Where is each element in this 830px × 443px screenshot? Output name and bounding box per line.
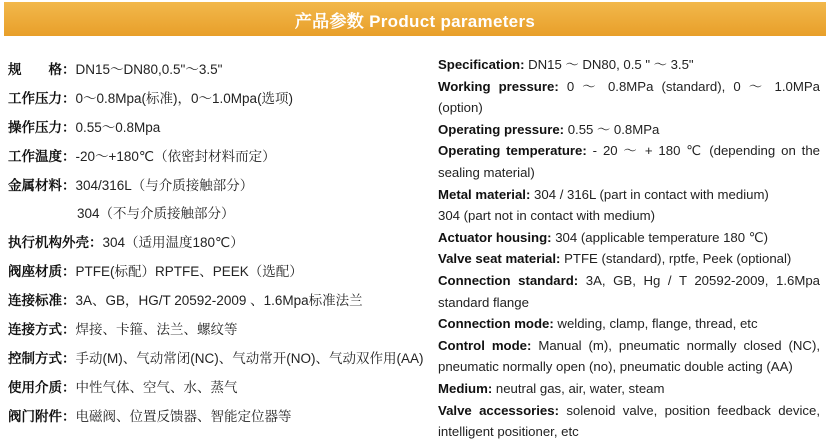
param-label: 阀座材质：	[8, 264, 76, 280]
spec-label: Metal material:	[438, 186, 531, 202]
spec-item-operating-temperature	[438, 140, 820, 183]
param-label: 规 格：	[8, 62, 76, 77]
param-label: 工作压力：	[8, 90, 76, 106]
spec-item-connection-standard	[438, 270, 820, 313]
param-row-working-pressure	[8, 85, 428, 114]
spec-label: Medium:	[438, 380, 493, 396]
param-value: 手动(M)、气动常闭(NC)、气动常开(NO)、气动双作用(AA)	[75, 350, 424, 366]
banner-bar	[4, 2, 826, 36]
spec-item-actuator-housing	[438, 227, 820, 249]
spec-value: PTFE (standard), rptfe, Peek (optional)	[560, 251, 792, 267]
param-value: 0.55～0.8Mpa	[75, 119, 161, 135]
spec-label: Control mode:	[438, 337, 532, 353]
spec-label: Working pressure:	[438, 78, 559, 94]
spec-value: solenoid valve, position feedback device, intelligent positioner, etc	[438, 402, 821, 440]
spec-item-metal-material	[438, 184, 820, 206]
chinese-parameter-list	[8, 56, 428, 432]
param-row-valve-seat	[8, 258, 428, 287]
param-label: 操作压力：	[8, 119, 76, 135]
param-label: 连接方式：	[8, 322, 76, 338]
param-row-metal-material	[8, 172, 428, 201]
spec-value: 0 ～ 0.8MPa (standard), 0 ～ 1.0MPa (option)	[438, 78, 820, 116]
spec-item-control-mode	[438, 335, 820, 378]
param-value: 3A、GB，HG/T 20592-2009 、1.6Mpa标准法兰	[75, 293, 363, 309]
spec-value: 304 / 316L (part in contact with medium)	[530, 186, 769, 202]
spec-label: Connection standard:	[438, 272, 579, 288]
param-label: 使用介质：	[8, 379, 76, 395]
param-value: DN15～DN80,0.5"～3.5"	[75, 62, 223, 77]
spec-item-metal-material-cont	[438, 205, 820, 227]
spec-value: 3A, GB, Hg / T 20592-2009, 1.6Mpa standard flange	[438, 272, 820, 310]
param-value: -20～+180℃（依密封材料而定）	[75, 148, 276, 164]
spec-item-connection-mode	[438, 313, 820, 335]
param-label: 控制方式：	[8, 350, 76, 366]
spec-label: Connection mode:	[438, 316, 554, 332]
spec-label: Actuator housing:	[438, 229, 552, 245]
spec-label: Valve accessories:	[438, 402, 559, 418]
english-parameter-list	[438, 54, 820, 443]
param-label: 金属材料：	[8, 177, 76, 193]
param-label: 阀门附件：	[8, 408, 76, 424]
param-value: 304（不与介质接触部分）	[77, 206, 235, 222]
header-banner	[0, 0, 830, 40]
spec-label: Valve seat material:	[438, 251, 561, 267]
param-row-specification	[8, 56, 428, 85]
param-label: 连接标准：	[8, 293, 76, 309]
spec-label: Operating pressure:	[438, 121, 565, 137]
param-value: 焊接、卡箍、法兰、螺纹等	[75, 322, 238, 338]
param-row-control-mode	[8, 345, 428, 374]
spec-value: neutral gas, air, water, steam	[492, 380, 665, 396]
param-row-temperature	[8, 143, 428, 172]
param-row-accessories	[8, 403, 428, 432]
spec-item-medium	[438, 378, 820, 400]
param-label: 执行机构外壳：	[8, 235, 103, 251]
param-value: 0～0.8Mpa(标准)，0～1.0Mpa(选项)	[75, 90, 294, 106]
spec-item-valve-seat	[438, 248, 820, 270]
param-value: PTFE(标配）RPTFE、PEEK（选配）	[75, 264, 303, 280]
spec-value: 304 (applicable temperature 180 ℃)	[551, 229, 768, 245]
param-value: 304（适用温度180℃）	[102, 235, 244, 251]
param-label: 工作温度：	[8, 148, 76, 164]
spec-value: DN15 ～ DN80, 0.5 " ～ 3.5"	[524, 57, 694, 72]
spec-value: welding, clamp, flange, thread, etc	[553, 316, 758, 332]
param-value: 电磁阀、位置反馈器、智能定位器等	[75, 408, 292, 424]
param-value: 中性气体、空气、水、蒸气	[75, 379, 238, 395]
spec-label: Operating temperature:	[438, 143, 587, 159]
param-row-metal-material-cont	[8, 200, 428, 229]
param-row-connection-standard	[8, 287, 428, 316]
spec-value: - 20 ～ + 180 ℃ (depending on the sealing material)	[438, 143, 821, 180]
param-row-actuator-housing	[8, 229, 428, 258]
param-row-medium	[8, 374, 428, 403]
param-row-operating-pressure	[8, 114, 428, 143]
spec-item-working-pressure	[438, 76, 820, 119]
param-row-connection-mode	[8, 316, 428, 345]
banner-title: 产品参数 Product parameters	[294, 11, 536, 31]
spec-value: 0.55 ～ 0.8MPa	[564, 121, 660, 137]
spec-label: Specification:	[438, 57, 525, 72]
spec-value: Manual (m), pneumatic normally closed (NC), pneumatic normally open (no), pneumatic double acting (AA)	[438, 337, 820, 375]
spec-item-valve-accessories	[438, 400, 820, 443]
spec-item-operating-pressure	[438, 119, 820, 141]
spec-value: 304 (part not in contact with medium)	[438, 208, 655, 224]
spec-item-specification	[438, 54, 820, 76]
param-value: 304/316L（与介质接触部分）	[75, 177, 254, 193]
